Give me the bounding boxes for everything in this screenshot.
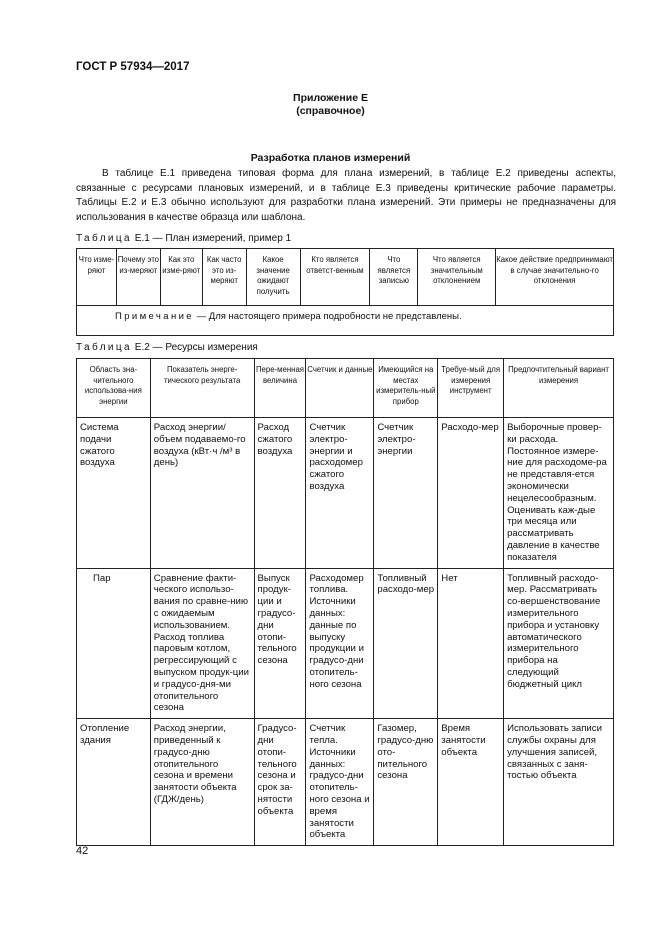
annex-title: Приложение Е bbox=[293, 92, 368, 104]
table-cell: Газомер, градусо-дню ото-пительного сезона bbox=[374, 719, 438, 846]
table1-header-cell: Как часто это из-меряют bbox=[202, 249, 246, 306]
table1-header-row bbox=[77, 249, 614, 306]
table2-header-cell: Область зна-чительного использова-ния энергии bbox=[77, 359, 151, 418]
table1-header-cell: Какое действие предпринимают в случае значительно-го отклонения bbox=[496, 249, 614, 306]
table1-header-cell: Кто является ответст-венным bbox=[300, 249, 370, 306]
table-cell: Счетчик электро-энергии и расходомер сжатого воздуха bbox=[306, 418, 374, 569]
table1-header-cell: Что является значительным отклонением bbox=[418, 249, 496, 306]
table-cell: Нет bbox=[438, 568, 504, 719]
document-header: ГОСТ Р 57934—2017 bbox=[76, 61, 190, 73]
table1-note-row bbox=[77, 306, 614, 336]
table2-header-cell: Имеющийся на местах измеритель-ный прибор bbox=[374, 359, 438, 418]
table2-header-cell: Предпочтительный вариант измерения bbox=[504, 359, 614, 418]
table-cell: Расходо-мер bbox=[438, 418, 504, 569]
table-cell: Расход энергии, приведенный к градусо-дню отопительного сезона и времени занятости объекта (ГДЖ/день) bbox=[150, 719, 254, 846]
table-cell: Счетчик электро-энергии bbox=[374, 418, 438, 569]
annex-subtitle: (справочное) bbox=[296, 105, 365, 117]
table2-header-cell: Требуе-мый для измерения инструмент bbox=[438, 359, 504, 418]
table1-caption-word: Таблица bbox=[76, 233, 133, 244]
page-number: 42 bbox=[76, 845, 89, 857]
table2-header-cell: Показатель энерге-тического результата bbox=[150, 359, 254, 418]
table2-caption bbox=[76, 342, 258, 353]
table-cell: Градусо-дни отопи-тельного сезона и срок за-нятости объекта bbox=[254, 719, 306, 846]
table1-caption-text: Е.1 — План измерений, пример 1 bbox=[132, 233, 292, 244]
table-cell: Сравнение факти-ческого использо-вания по сравне-нию с ожидаемым использованием. Расход топлива паровым котлом, регрессирующий с выпуском продук-ции и градусо-дня-ми отопительного сезона bbox=[150, 568, 254, 719]
table-cell: Выборочные провер-ки расхода. Постоянное измере-ние для расходоме-ра не представля-ется экономически нецелесообразным. Оценивать каж-дые три месяца или рассматривать давление в качестве показателя bbox=[504, 418, 614, 569]
table-row bbox=[77, 568, 614, 719]
table-cell: Счетчик тепла. Источники данных: градусо-дни отопитель-ного сезона и время занятости объекта bbox=[306, 719, 374, 846]
table-cell: Расход энергии/ объем подаваемо-го воздуха (кВт·ч /м³ в день) bbox=[150, 418, 254, 569]
measurement-plan-table bbox=[76, 248, 614, 336]
table2-caption-word: Таблица bbox=[76, 342, 133, 353]
table-row bbox=[77, 418, 614, 569]
table1-note bbox=[77, 306, 614, 336]
table-cell: Пар bbox=[77, 568, 151, 719]
table1-header-cell: Почему это из-меряют bbox=[116, 249, 160, 306]
table2-caption-text: Е.2 — Ресурсы измерения bbox=[132, 342, 258, 353]
table-cell: Использовать записи службы охраны для улучшения записей, связанных с заня-тостью объекта bbox=[504, 719, 614, 846]
table-cell: Топливный расходо-мер. Рассматривать со-вершенствование измерительного прибора и установку автоматического измерительного прибора на следующий бюджетный цикл bbox=[504, 568, 614, 719]
table1-caption bbox=[76, 233, 291, 244]
section-title: Разработка планов измерений bbox=[250, 152, 411, 164]
table-cell: Расходомер топлива. Источники данных: данные по выпуску продукции и градусо-дни отопитель-ного сезона bbox=[306, 568, 374, 719]
table-cell: Отопление здания bbox=[77, 719, 151, 846]
table1-header-cell: Что изме-ряют bbox=[77, 249, 117, 306]
table-row bbox=[77, 719, 614, 846]
table2-header-cell: Пере-менная величина bbox=[254, 359, 306, 418]
table2-header-row bbox=[77, 359, 614, 418]
table-cell: Система подачи сжатого воздуха bbox=[77, 418, 151, 569]
table-cell: Топливный расходо-мер bbox=[374, 568, 438, 719]
table-cell: Время занятости объекта bbox=[438, 719, 504, 846]
table1-header-cell: Какое значение ожидают получить bbox=[246, 249, 300, 306]
table-cell: Расход сжатого воздуха bbox=[254, 418, 306, 569]
table-cell: Выпуск продук-ции и градусо-дни отопи-тельного сезона bbox=[254, 568, 306, 719]
table1-header-cell: Как это изме-ряют bbox=[160, 249, 202, 306]
table1-header-cell: Что является записью bbox=[370, 249, 418, 306]
table2-header-cell: Счетчик и данные bbox=[306, 359, 374, 418]
table1-note-text: — Для настоящего примера подробности не представлены. bbox=[194, 311, 462, 322]
measurement-resources-table bbox=[76, 358, 614, 846]
intro-paragraph: В таблице Е.1 приведена типовая форма для плана измерений, в таблице Е.2 приведены аспекты, связанные с ресурсами плановых измерений, и в таблице Е.3 приведены критические рабочие параметры. Таблицы Е.2 и Е.3 обычно используют для разработки плана измерений. Эти примеры не предназначены для использования в качестве образца или шаблона. bbox=[76, 168, 616, 223]
table1-note-word: Примечание bbox=[115, 311, 194, 322]
